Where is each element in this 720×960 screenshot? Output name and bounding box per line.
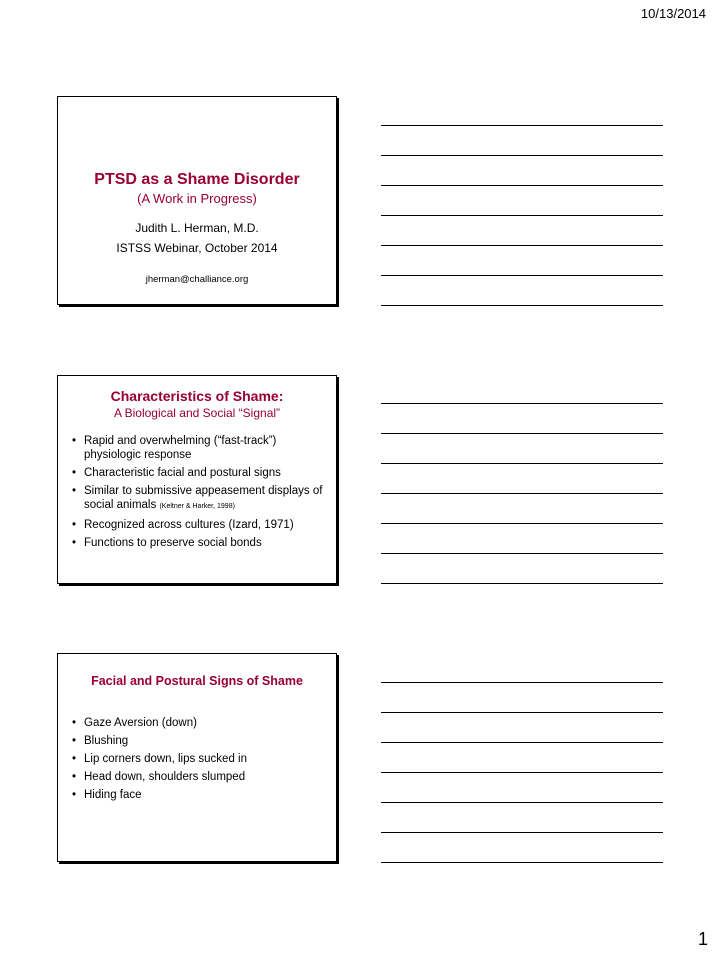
slide-3 bbox=[57, 653, 337, 862]
note-line bbox=[381, 186, 663, 216]
note-line bbox=[381, 494, 663, 524]
bullet-item: • Similar to submissive appeasement displays of social animals (Keltner & Harker, 1998) bbox=[68, 484, 328, 514]
slide-2-bullet-list bbox=[68, 434, 328, 554]
note-line bbox=[381, 653, 663, 683]
note-line bbox=[381, 374, 663, 404]
bullet-item: • Recognized across cultures (Izard, 1971) bbox=[68, 518, 328, 532]
note-line bbox=[381, 404, 663, 434]
notes-lines-2 bbox=[381, 374, 663, 584]
slide-1 bbox=[57, 96, 337, 305]
note-line bbox=[381, 713, 663, 743]
bullet-item: • Functions to preserve social bonds bbox=[68, 536, 328, 550]
notes-lines-3 bbox=[381, 653, 663, 863]
slide-2-title: Characteristics of Shame: bbox=[110, 388, 284, 404]
bullet-item: • Rapid and overwhelming (“fast-track”) physiologic response bbox=[68, 434, 328, 462]
bullet-item: • Head down, shoulders slumped bbox=[68, 770, 328, 784]
bullet-item: • Gaze Aversion (down) bbox=[68, 716, 328, 730]
note-line bbox=[381, 276, 663, 306]
note-line bbox=[381, 434, 663, 464]
slide-2 bbox=[57, 375, 337, 584]
header-date: 10/13/2014 bbox=[640, 6, 706, 21]
slide-1-event: ISTSS Webinar, October 2014 bbox=[116, 241, 278, 255]
slide-3-title: Facial and Postural Signs of Shame bbox=[91, 674, 303, 688]
note-line bbox=[381, 126, 663, 156]
note-line bbox=[381, 96, 663, 126]
bullet-item: • Hiding face bbox=[68, 788, 328, 802]
slide-1-title: PTSD as a Shame Disorder bbox=[94, 171, 300, 188]
slide-2-subtitle: A Biological and Social “Signal” bbox=[113, 406, 281, 420]
note-line bbox=[381, 833, 663, 863]
note-line bbox=[381, 246, 663, 276]
note-line bbox=[381, 554, 663, 584]
note-line bbox=[381, 743, 663, 773]
note-line bbox=[381, 464, 663, 494]
slide-1-author: Judith L. Herman, M.D. bbox=[135, 221, 259, 235]
note-line bbox=[381, 156, 663, 186]
notes-lines-1 bbox=[381, 96, 663, 306]
slide-1-email: jherman@challiance.org bbox=[145, 274, 249, 285]
note-line bbox=[381, 773, 663, 803]
citation: (Keltner & Harker, 1998) bbox=[159, 503, 235, 510]
bullet-item: • Blushing bbox=[68, 734, 328, 748]
slide-3-bullet-list bbox=[68, 716, 328, 806]
note-line bbox=[381, 683, 663, 713]
page-number: 1 bbox=[697, 929, 708, 949]
slide-1-subtitle: (A Work in Progress) bbox=[137, 191, 257, 206]
note-line bbox=[381, 216, 663, 246]
bullet-item: • Characteristic facial and postural signs bbox=[68, 466, 328, 480]
bullet-item: • Lip corners down, lips sucked in bbox=[68, 752, 328, 766]
note-line bbox=[381, 803, 663, 833]
note-line bbox=[381, 524, 663, 554]
